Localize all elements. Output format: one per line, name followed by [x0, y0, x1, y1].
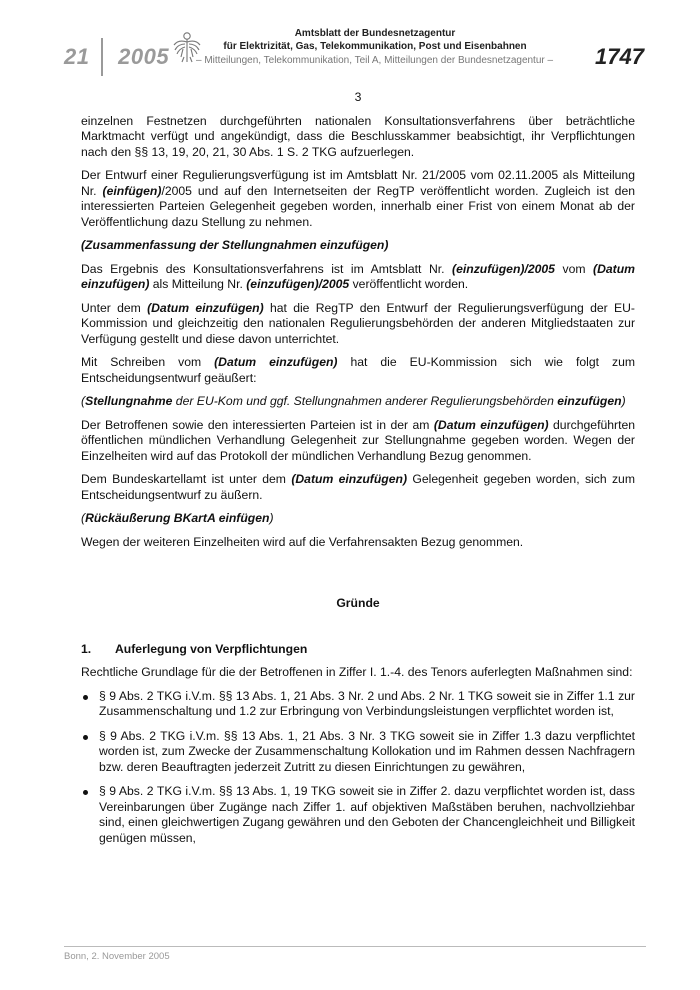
issue-separator	[101, 38, 103, 76]
paragraph-summary-placeholder: (Zusammenfassung der Stellungnahmen einzufügen)	[81, 238, 389, 252]
list-item: § 9 Abs. 2 TKG i.V.m. §§ 13 Abs. 1, 21 Abs. 3 Nr. 3 TKG soweit sie in Ziffer 1.3 dazu verpflichtet worden ist, zum Zwecke der Zusammenschaltung Kollokation und im Rahmen dessen Nachfragern bzw. deren Beauftragten jederzeit Zutritt zu diesen Einrichtungen zu gewähren,	[81, 729, 635, 776]
section-1-title: 1. Auferlegung von Verpflichtungen	[81, 641, 308, 656]
paragraph-eu-letter: Mit Schreiben vom (Datum einzufügen) hat die EU-Kommission sich wie folgt zum Entscheidungsentwurf geäußert:	[81, 355, 635, 385]
document-page-number: 3	[354, 90, 362, 104]
gazette-title-line2: für Elektrizität, Gas, Telekommunikation, Post und Eisenbahnen	[223, 40, 527, 52]
section-1-intro: Rechtliche Grundlage für die der Betroffenen in Ziffer I. 1.-4. des Tenors auferlegten Maßnahmen sind:	[81, 665, 633, 679]
document-body	[81, 90, 635, 855]
paragraph-consultation: einzelnen Festnetzen durchgeführten nationalen Konsultationsverfahrens über beträchtliche Marktmacht verfügt und angekündigt, dass die Beschlusskammer beabsichtigt, ihr Verpflichtungen nach den §§ 13, 19, 20, 21, 30 Abs. 1 S. 2 TKG aufzuerlegen.	[81, 113, 635, 159]
paragraph-eu-notification: Unter dem (Datum einzufügen) hat die RegTP den Entwurf der Regulierungsverfügung der EU-Kommission und gleichzeitig den nationalen Regulierungsbehörden der anderen Mitgliedstaaten zur Verfügung gestellt und diese davon unterrichtet.	[81, 300, 635, 346]
list-item: § 9 Abs. 2 TKG i.V.m. §§ 13 Abs. 1, 21 Abs. 3 Nr. 2 und Abs. 2 Nr. 1 TKG soweit sie in Ziffer 1.1 zur Zusammenschaltung und 1.2 zur Erbringung von Verbindungsleistungen verpflichtet worden ist,	[81, 689, 635, 720]
gazette-page-number: 1747	[595, 44, 644, 69]
gazette-title-line1: Amtsblatt der Bundesnetzagentur	[294, 28, 456, 39]
issue-year: 2005	[118, 44, 170, 69]
footer-divider	[64, 946, 646, 947]
paragraph-oral-hearing: Der Betroffenen sowie den interessierten Parteien ist in der am (Datum einzufügen) durchgeführten öffentlichen mündlichen Verhandlung Gelegenheit zur Stellungnahme gegeben worden. Wegen der Einzelheiten wird auf das Protokoll der mündlichen Verhandlung Bezug genommen.	[81, 417, 636, 463]
paragraph-cartel-reply-placeholder: (Rückäußerung BKartA einfügen)	[81, 511, 274, 525]
list-item: § 9 Abs. 2 TKG i.V.m. §§ 13 Abs. 1, 19 TKG soweit sie in Ziffer 2. dazu verpflichtet worden ist, dass Vereinbarungen über Zugänge nach Ziffer 1. auf objektiven Maßstäben beruhen, nachvollziehbar sind, einen gleichwertigen Zugang gewähren und den Geboten der Chancengleichheit und Billigkeit genügen müssen,	[81, 784, 635, 846]
paragraph-cartel-office: Dem Bundeskartellamt ist unter dem (Datum einzufügen) Gelegenheit gegeben worden, sich zum Entscheidungsentwurf zu äußern.	[81, 472, 635, 502]
paragraph-consultation-result: Das Ergebnis des Konsultationsverfahrens ist im Amtsblatt Nr. (einzufügen)/2005 vom (Datum einzufügen) als Mitteilung Nr. (einzufügen)/2005 veröffentlicht worden.	[81, 261, 636, 291]
legal-basis-list	[81, 689, 635, 847]
issue-year-mark	[64, 44, 169, 70]
issue-number: 21	[64, 44, 90, 69]
footer-date: Bonn, 2. November 2005	[64, 951, 170, 962]
section-heading-reasons: Gründe	[336, 596, 380, 610]
gazette-title	[210, 28, 540, 53]
page-header	[0, 0, 700, 80]
paragraph-further-details: Wegen der weiteren Einzelheiten wird auf die Verfahrensakten Bezug genommen.	[81, 534, 524, 549]
paragraph-eu-statement-placeholder: (Stellungnahme der EU-Kom und ggf. Stellungnahmen anderer Regulierungsbehörden einzufügen)	[81, 394, 626, 408]
paragraph-draft-publication: Der Entwurf einer Regulierungsverfügung ist im Amtsblatt Nr. 21/2005 vom 02.11.2005 als Mitteilung Nr. (einfügen)/2005 und auf den Internetseiten der RegTP veröffentlicht worden. Zugleich ist den interessierten Parteien Gelegenheit gegeben worden, innerhalb einer Frist von einem Monat ab der Veröffentlichung dazu Stellung zu nehmen.	[81, 168, 635, 229]
gazette-subtitle: – Mitteilungen, Telekommunikation, Teil A, Mitteilungen der Bundesnetzagentur –	[196, 55, 554, 66]
